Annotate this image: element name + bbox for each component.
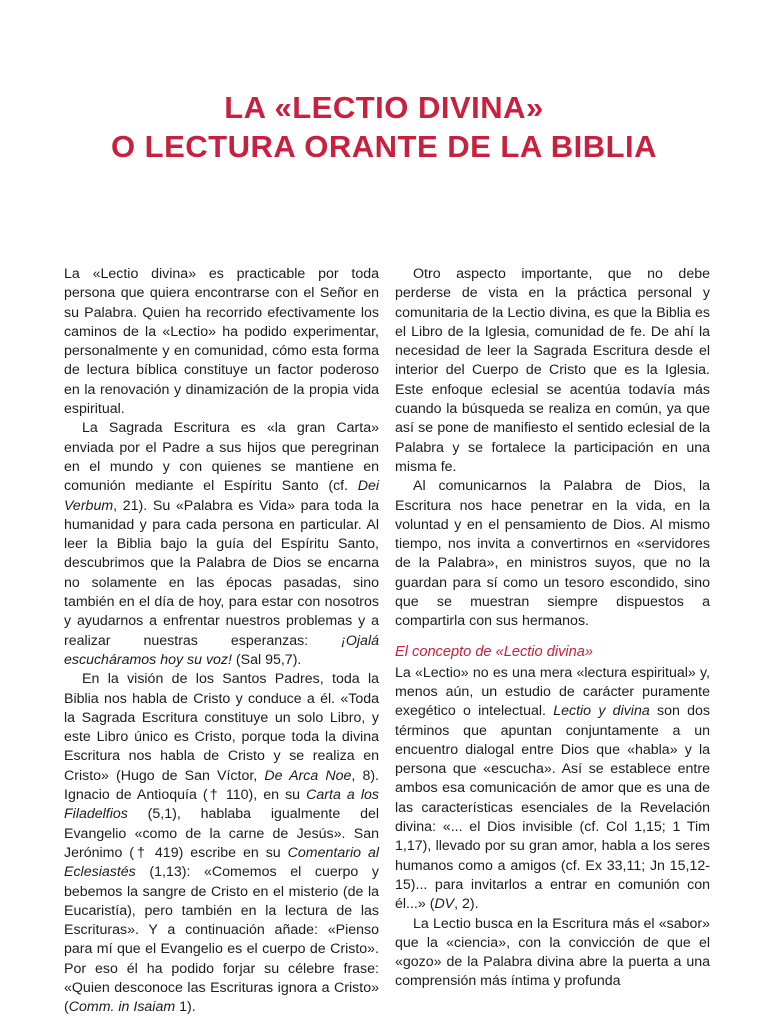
paragraph: La «Lectio» no es una mera «lectura espiritual» y, menos aún, un estudio de carácter puramente exegético o intelectual. Lectio y divina son dos términos que apuntan conjuntamente a un encuentro dialogal entre Dios que «habla» y la persona que «escucha». Así se establece entre ambos esa comunicación de amor que es una de las características esenciales de la Revelación divina: «... el Dios invisible (cf. Col 1,15; 1 Tim 1,17), llevado por su gran amor, habla a los seres humanos como a amigos (cf. Ex 33,11; Jn 15,12-15)... para invitarlos a entrar en comunión con él...» (DV, 2).: [395, 664, 711, 913]
paragraph: La Sagrada Escritura es «la gran Carta» enviada por el Padre a sus hijos que peregrinan en el mundo y con quienes se mantiene en comunión mediante el Espíritu Santo (cf. Dei Verbum, 21). Su «Palabra es Vida» para toda la humanidad y para cada persona en particular. Al leer la Biblia bajo la guía del Espíritu Santo, descubrimos que la Palabra de Dios se encarna no solamente en las épocas pasadas, sino también en el día de hoy, para estar con nosotros y ayudarnos a enfrentar nuestros problemas y a realizar nuestras esperanzas: ¡Ojalá escucháramos hoy su voz! (Sal 95,7).: [64, 420, 379, 668]
section-heading: El concepto de «Lectio divina»: [395, 643, 593, 660]
left-column: [64, 265, 379, 1018]
paragraph: En la visión de los Santos Padres, toda la Biblia nos habla de Cristo y conduce a él. «Toda la Sagrada Escritura constituye un solo Libro, y este Libro único es Cristo, porque toda la divina Escritura nos habla de Cristo y se realiza en Cristo» (Hugo de San Víctor, De Arca Noe, 8). Ignacio de Antioquía († 110), en su Carta a los Filadelfios (5,1), hablaba igualmente del Evangelio «como de la carne de Jesús». San Jerónimo († 419) escribe en su Comentario al Eclesiastés (1,13): «Comemos el cuerpo y bebemos la sangre de Cristo en el misterio (de la Eucaristía), pero también en la lectura de las Escrituras». Y a continuación añade: «Pienso para mí que el Evangelio es el cuerpo de Cristo». Por eso él ha podido forjar su célebre frase: «Quien desconoce las Escrituras ignora a Cristo» (Comm. in Isaiam 1).: [64, 671, 380, 1016]
paragraph: La «Lectio divina» es practicable por toda persona que quiera encontrarse con el Señor en su Palabra. Quien ha recorrido efectivamente los caminos de la «Lectio» ha podido experimentar, personalmente y en comunidad, cómo esta forma de lectura bíblica constituye un factor poderoso en la renovación y dinamización de la propia vida espiritual.: [64, 266, 379, 418]
paragraph: Al comunicarnos la Palabra de Dios, la Escritura nos hace penetrar en la vida, en la voluntad y en el pensamiento de Dios. Al mismo tiempo, nos invita a convertirnos en «servidores de la Palabra», en ministros suyos, que no la guardan para sí como un tesoro escondido, sino que se muestran siempre dispuestos a compartirla con sus hermanos.: [395, 478, 710, 630]
title-line-1: LA «LECTIO DIVINA»: [224, 90, 544, 125]
paragraph: La Lectio busca en la Escritura más el «sabor» que la «ciencia», con la convicción de que el «gozo» de la Palabra divina abre la puerta a una comprensión más íntima y profunda: [395, 915, 710, 990]
page-title: [0, 88, 768, 166]
title-line-2: O LECTURA ORANTE DE LA BIBLIA: [110, 129, 658, 164]
paragraph: Otro aspecto importante, que no debe perderse de vista en la práctica personal y comunitaria de la Lectio divina, es que la Biblia es el Libro de la Iglesia, comunidad de fe. De ahí la necesidad de leer la Sagrada Escritura desde el interior del Cuerpo de Cristo que es la Iglesia. Este enfoque eclesial se acentúa todavía más cuando la búsqueda se realiza en común, ya que así se pone de manifiesto el sentido eclesial de la Palabra y se fortalece la participación en una misma fe.: [395, 266, 710, 475]
right-column: [395, 265, 710, 992]
